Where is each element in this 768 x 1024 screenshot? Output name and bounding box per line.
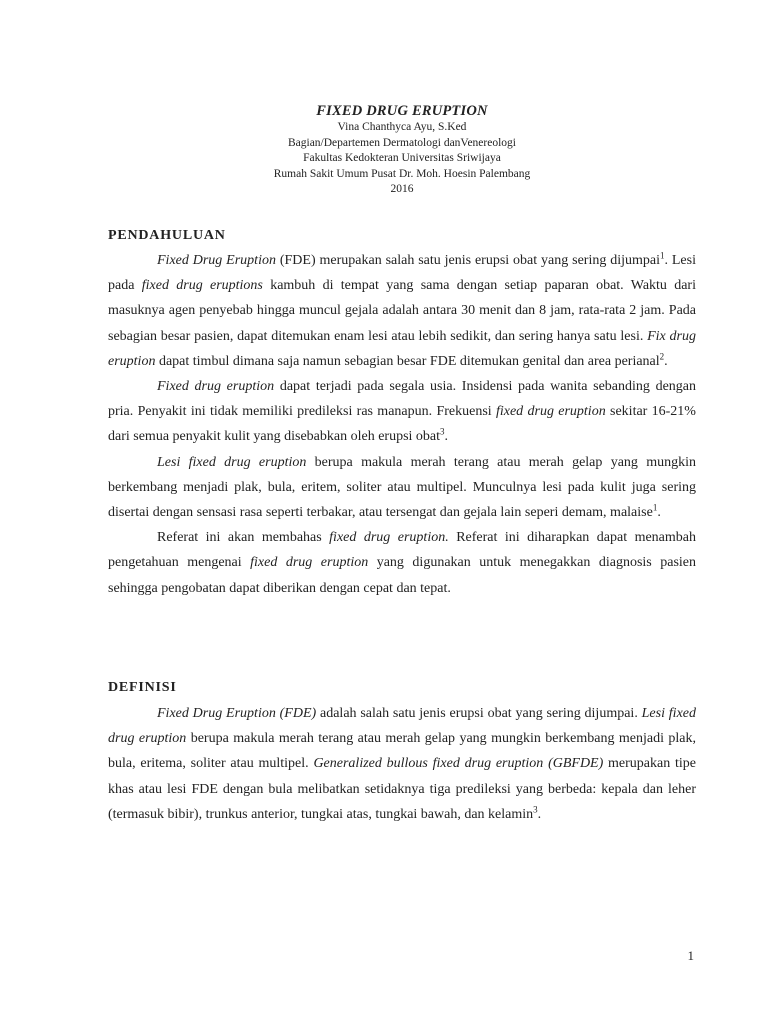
text-run: .	[444, 429, 449, 445]
paragraph	[108, 248, 696, 374]
text-run: dapat timbul dimana saja namun sebagian besar FDE ditemukan genital dan area perianal	[155, 353, 660, 369]
page-number: 1	[687, 948, 694, 963]
paragraph	[108, 450, 696, 526]
paragraph	[108, 525, 696, 601]
paragraph	[108, 374, 696, 450]
section-heading-definisi: DEFINISI	[108, 680, 177, 695]
department-name: Bagian/Departemen Dermatologi danVenereologi	[287, 136, 516, 149]
text-run: Generalized bullous fixed drug eruption (GBFDE)	[313, 756, 604, 772]
document-year: 2016	[390, 183, 414, 195]
text-run: berupa makula merah terang atau merah gelap yang mungkin berkembang menjadi plak, bula, eritema, soliter atau multipel.	[108, 731, 697, 772]
author-name: Vina Chanthyca Ayu, S.Ked	[337, 121, 467, 133]
text-run: berupa makula merah terang atau merah gelap yang mungkin berkembang menjadi plak, bula, eritem, soliter atau multipel. Munculnya lesi pada kulit juga sering disertai dengan sensasi rasa seperti terbakar, atau tersengat dan gejala lain seperi demam, malaise	[108, 454, 696, 521]
text-run: Lesi fixed drug eruption	[108, 706, 696, 747]
hospital-name: Rumah Sakit Umum Pusat Dr. Moh. Hoesin Palembang	[273, 167, 531, 180]
section-body-pendahuluan	[108, 248, 696, 601]
text-run: Fix drug eruption	[108, 328, 696, 369]
text-run: Referat ini akan membahas	[157, 530, 330, 546]
citation-marker: 2	[659, 351, 665, 362]
paragraph	[108, 701, 696, 827]
text-run: Fixed drug eruption	[157, 379, 275, 395]
text-run: fixed drug eruption	[495, 404, 606, 420]
text-run: fixed drug eruption.	[329, 530, 449, 546]
text-run: merupakan tipe khas atau lesi FDE dengan bula melibatkan setidaknya tiga predileksi yang berbeda: kepala dan leher (termasuk bibir), trunkus anterior, tungkai atas, tungkai bawah, dan kelamin	[108, 756, 697, 822]
citation-marker: 3	[440, 426, 445, 437]
text-run: (FDE) merupakan salah satu jenis erupsi obat yang sering dijumpai	[275, 253, 660, 268]
text-run: yang digunakan untuk menegakkan diagnosis pasien sehingga pengobatan dapat diberikan dengan cepat dan tepat.	[108, 555, 696, 596]
text-run: Fixed Drug Eruption (FDE)	[157, 706, 317, 721]
text-run: fixed drug eruptions	[141, 278, 263, 294]
citation-marker: 3	[533, 804, 538, 815]
text-run: .	[664, 353, 668, 369]
faculty-name: Fakultas Kedokteran Universitas Sriwijaya	[303, 152, 501, 164]
text-run: . Lesi pada	[108, 253, 696, 294]
text-run: .	[657, 505, 661, 521]
section-body-definisi	[108, 701, 696, 827]
text-run: .	[537, 806, 542, 822]
citation-marker: 1	[652, 502, 658, 513]
section-heading-pendahuluan: PENDAHULUAN	[108, 228, 226, 243]
document-header	[108, 102, 696, 198]
text-run: dapat terjadi pada segala usia. Insidensi pada wanita sebanding dengan pria. Penyakit ini tidak memiliki predileksi ras manapun. Frekuensi	[108, 379, 697, 420]
text-run: adalah salah satu jenis erupsi obat yang sering dijumpai.	[316, 706, 642, 721]
text-run: fixed drug eruption	[250, 555, 369, 571]
text-run: Fixed Drug Eruption	[157, 253, 276, 268]
text-run: Lesi fixed drug eruption	[157, 454, 307, 470]
citation-marker: 1	[660, 250, 665, 261]
text-run: kambuh di tempat yang sama dengan setiap paparan obat. Waktu dari masuknya agen penyebab hingga muncul gejala adalah antara 30 menit dan 8 jam, rata-rata 2 jam. Pada sebagian besar pasien, dapat ditemukan enam lesi atau lebih sedikit, dan sering hanya satu lesi.	[108, 278, 696, 344]
text-run: sekitar 16-21% dari semua penyakit kulit yang disebabkan oleh erupsi obat	[108, 404, 696, 445]
document-title: FIXED DRUG ERUPTION	[316, 103, 488, 119]
text-run: Referat ini diharapkan dapat menambah pengetahuan mengenai	[108, 530, 696, 571]
